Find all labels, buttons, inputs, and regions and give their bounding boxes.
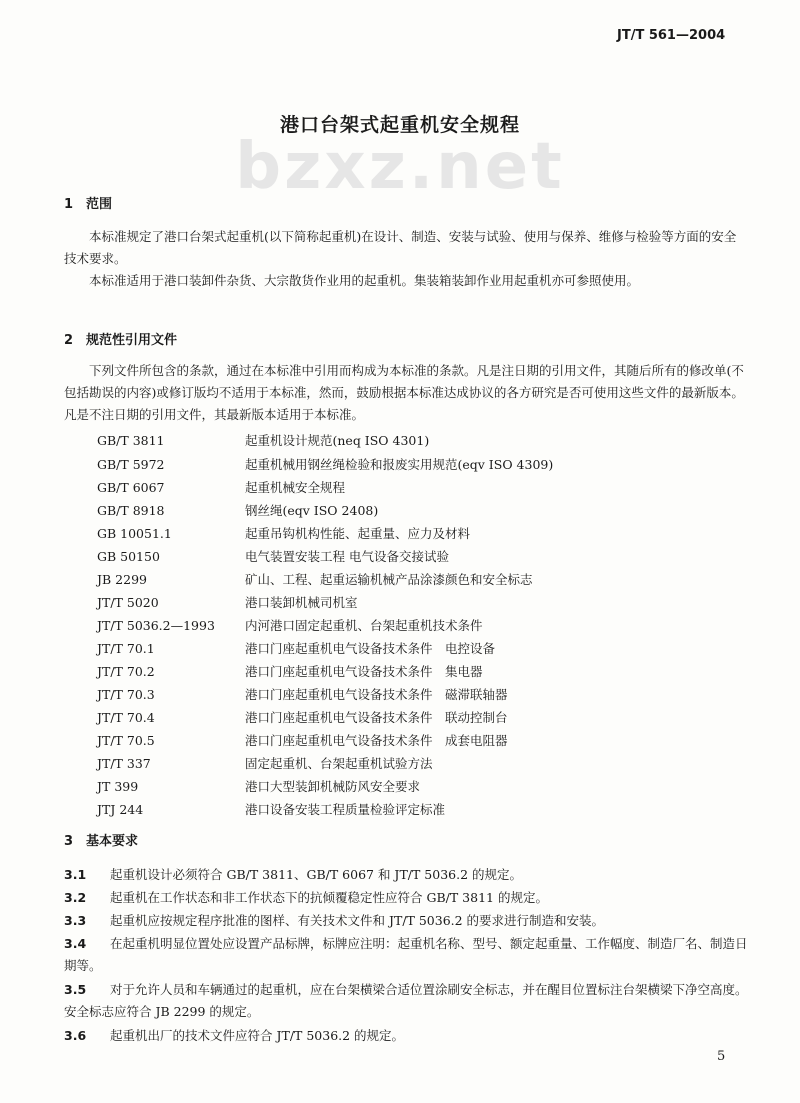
reference-code: JT/T 5036.2—1993: [97, 618, 215, 633]
reference-code: JT/T 70.1: [97, 641, 155, 656]
reference-title: 港口门座起重机电气设备技术条件 集电器: [245, 664, 483, 679]
reference-row: [97, 708, 508, 730]
reference-row: [97, 639, 495, 661]
reference-code: JTJ 244: [97, 802, 144, 817]
requirement-item: [64, 887, 754, 909]
requirement-text: 起重机出厂的技术文件应符合 JT/T 5036.2 的规定。: [110, 1028, 405, 1043]
reference-code: JT/T 70.2: [97, 664, 155, 679]
reference-code: JT/T 337: [97, 756, 151, 771]
reference-title: 起重机械安全规程: [245, 480, 346, 495]
reference-row: [97, 478, 345, 500]
requirement-number: 3.5: [64, 982, 87, 997]
watermark: bzxz.net: [235, 130, 565, 204]
reference-code: JT/T 70.5: [97, 733, 155, 748]
section-3-heading: 3 基本要求: [64, 834, 139, 849]
reference-row: [97, 777, 420, 799]
requirement-item: [64, 933, 754, 977]
document-code: JT/T 561—2004: [617, 28, 726, 43]
reference-title: 起重吊钩机构性能、起重量、应力及材料: [245, 526, 471, 541]
requirement-item: [64, 910, 754, 932]
requirement-number: 3.4: [64, 936, 87, 951]
requirement-item: [64, 864, 754, 886]
reference-title: 起重机设计规范(neq ISO 4301): [245, 433, 430, 448]
reference-title: 内河港口固定起重机、台架起重机技术条件: [245, 618, 483, 633]
reference-title: 起重机械用钢丝绳检验和报废实用规范(eqv ISO 4309): [245, 457, 554, 472]
reference-title: 固定起重机、台架起重机试验方法: [245, 756, 433, 771]
reference-title: 钢丝绳(eqv ISO 2408): [245, 503, 379, 518]
reference-row: [97, 800, 445, 822]
reference-title: 港口大型装卸机械防风安全要求: [245, 779, 421, 794]
requirement-item: [64, 979, 754, 1023]
reference-code: GB 10051.1: [97, 526, 172, 541]
reference-row: [97, 616, 483, 638]
reference-code: JT/T 70.4: [97, 710, 155, 725]
page-number: 5: [717, 1049, 726, 1064]
reference-row: [97, 593, 358, 615]
reference-code: GB/T 6067: [97, 480, 165, 495]
requirement-text: 对于允许人员和车辆通过的起重机，应在台架横梁合适位置涂刷安全标志，并在醒目位置标注台架横梁下净空高度。安全标志应符合 JB 2299 的规定。: [64, 982, 748, 1019]
requirement-item: [64, 1025, 754, 1047]
reference-title: 港口门座起重机电气设备技术条件 成套电阻器: [245, 733, 508, 748]
section-2-heading: 2 规范性引用文件: [64, 333, 178, 348]
requirement-text: 起重机应按规定程序批准的图样、有关技术文件和 JT/T 5036.2 的要求进行制造和安装。: [110, 913, 605, 928]
page-title: 港口台架式起重机安全规程: [279, 114, 520, 136]
reference-row: [97, 547, 449, 569]
reference-title: 港口门座起重机电气设备技术条件 电控设备: [245, 641, 496, 656]
reference-code: GB/T 3811: [97, 433, 165, 448]
reference-title: 港口门座起重机电气设备技术条件 磁滞联轴器: [245, 687, 508, 702]
reference-code: GB/T 8918: [97, 503, 165, 518]
reference-row: [97, 685, 508, 707]
reference-row: [97, 524, 470, 546]
reference-row: [97, 662, 483, 684]
reference-row: [97, 501, 378, 523]
requirement-text: 起重机设计必须符合 GB/T 3811、GB/T 6067 和 JT/T 5036.2 的规定。: [110, 867, 523, 882]
reference-title: 港口门座起重机电气设备技术条件 联动控制台: [245, 710, 508, 725]
requirement-text: 在起重机明显位置处应设置产品标牌，标牌应注明：起重机名称、型号、额定起重量、工作幅度、制造厂名、制造日期等。: [64, 936, 748, 973]
reference-title: 港口设备安装工程质量检验评定标准: [245, 802, 446, 817]
reference-code: GB/T 5972: [97, 457, 165, 472]
reference-code: JT/T 70.3: [97, 687, 155, 702]
reference-title: 电气装置安装工程 电气设备交接试验: [245, 549, 449, 564]
reference-row: [97, 731, 508, 753]
reference-row: [97, 754, 433, 776]
reference-code: JT/T 5020: [97, 595, 159, 610]
reference-code: JB 2299: [97, 572, 147, 587]
references-intro: 下列文件所包含的条款，通过在本标准中引用而构成为本标准的条款。凡是注日期的引用文件，其随后所有的修改单(不包括勘误的内容)或修订版均不适用于本标准，然而，鼓励根据本标准达成协议的各方研究是否可使用这些文件的最新版本。凡是不注日期的引用文件，其最新版本适用于本标准。: [64, 363, 744, 422]
scope-paragraph-2: 本标准适用于港口装卸件杂货、大宗散货作业用的起重机。集装箱装卸作业用起重机亦可参照使用。: [89, 273, 640, 288]
reference-title: 矿山、工程、起重运输机械产品涂漆颜色和安全标志: [245, 572, 533, 587]
reference-row: [97, 455, 553, 477]
requirement-number: 3.6: [64, 1028, 87, 1043]
scope-paragraph-1: 本标准规定了港口台架式起重机(以下简称起重机)在设计、制造、安装与试验、使用与保养、维修与检验等方面的安全技术要求。: [64, 229, 737, 266]
requirement-text: 起重机在工作状态和非工作状态下的抗倾覆稳定性应符合 GB/T 3811 的规定。: [110, 890, 548, 905]
reference-row: [97, 431, 429, 453]
reference-code: GB 50150: [97, 549, 160, 564]
requirement-number: 3.1: [64, 867, 87, 882]
section-1-heading: 1 范围: [64, 197, 113, 212]
requirement-number: 3.3: [64, 913, 87, 928]
requirement-number: 3.2: [64, 890, 87, 905]
reference-row: [97, 570, 533, 592]
reference-title: 港口装卸机械司机室: [245, 595, 358, 610]
reference-code: JT 399: [97, 779, 139, 794]
